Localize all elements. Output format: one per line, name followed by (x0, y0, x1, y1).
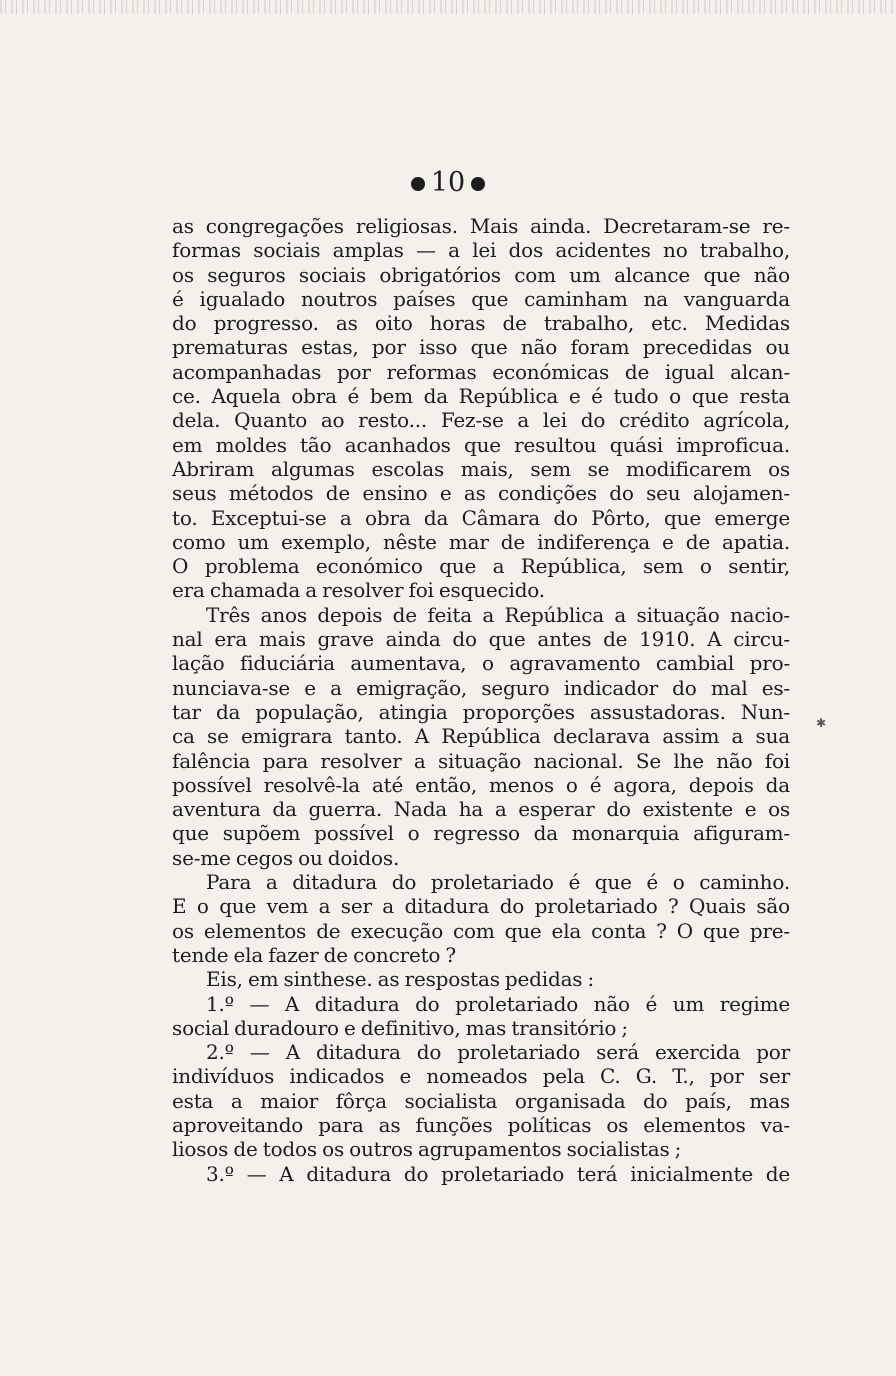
scan-noise (0, 0, 896, 14)
text-line: E o que vem a ser a ditadura do proletariado ? Quais são (172, 894, 790, 919)
page-number-text: 10 (430, 167, 466, 198)
text-line: formas sociais amplas — a lei dos acidentes no trabalho, (172, 238, 790, 263)
text-line: 1.º — A ditadura do proletariado não é um regime (206, 991, 790, 1016)
text-line: prematuras estas, por isso que não foram precedidas ou (172, 335, 790, 360)
bullet-icon (471, 177, 485, 191)
text-line: aventura da guerra. Nada ha a esperar do existente e os (172, 797, 790, 822)
text-line: os seguros sociais obrigatórios com um alcance que não (172, 262, 790, 287)
text-line: indivíduos indicados e nomeados pela C. G. T., por ser (172, 1064, 790, 1089)
text-line: 2.º — A ditadura do proletariado será exercida por (206, 1040, 790, 1065)
text-line: nal era mais grave ainda do que antes de 1910. A circu- (172, 627, 790, 652)
text-line: lação fiduciária aumentava, o agravamento cambial pro- (172, 651, 790, 676)
text-line: do progresso. as oito horas de trabalho, etc. Medidas (172, 311, 790, 336)
bullet-icon (411, 177, 425, 191)
text-line: to. Exceptui-se a obra da Câmara do Pôrto, que emerge (172, 505, 790, 530)
text-line: Abriram algumas escolas mais, sem se modificarem os (172, 456, 790, 481)
text-line: nunciava-se e a emigração, seguro indicador do mal es- (172, 675, 790, 700)
body-text (172, 214, 790, 1186)
text-line: ca se emigrara tanto. A República declarava assim a sua (172, 724, 790, 749)
text-line: tar da população, atingia proporções assustadoras. Nun- (172, 699, 790, 724)
text-line: 3.º — A ditadura do proletariado terá inicialmente de (206, 1161, 790, 1186)
text-line: dela. Quanto ao resto... Fez-se a lei do crédito agrícola, (172, 408, 790, 433)
text-line: tende ela fazer de concreto ? (172, 942, 456, 967)
text-line: falência para resolver a situação nacional. Se lhe não foi (172, 748, 790, 773)
text-line: em moldes tão acanhados que resultou quási improficua. (172, 432, 790, 457)
text-line: social duradouro e definitivo, mas transitório ; (172, 1015, 628, 1040)
text-line: aproveitando para as funções políticas os elementos va- (172, 1112, 790, 1137)
text-line: se-me cegos ou doidos. (172, 845, 400, 870)
text-line: é igualado noutros países que caminham na vanguarda (172, 286, 790, 311)
text-line: acompanhadas por reformas económicas de igual alcan- (172, 359, 790, 384)
text-line: como um exemplo, nêste mar de indiferença e de apatia. (172, 529, 790, 554)
text-line: possível resolvê-la até então, menos o é agora, depois da (172, 772, 790, 797)
text-line: ce. Aquela obra é bem da República e é tudo o que resta (172, 384, 790, 409)
text-line: esta a maior fôrça socialista organisada do país, mas (172, 1088, 790, 1113)
text-line: O problema económico que a República, sem o sentir, (172, 554, 790, 579)
text-line: seus métodos de ensino e as condições do seu alojamen- (172, 481, 790, 506)
text-line: liosos de todos os outros agrupamentos socialistas ; (172, 1137, 682, 1162)
text-line: os elementos de execução com que ela conta ? O que pre- (172, 918, 790, 943)
text-line: era chamada a resolver foi esquecido. (172, 578, 545, 603)
text-line: as congregações religiosas. Mais ainda. Decretaram-se re- (172, 214, 790, 238)
text-line: Para a ditadura do proletariado é que é o caminho. (206, 870, 790, 895)
scan-speck-icon: ✱ (815, 716, 826, 730)
text-line: Três anos depois de feita a República a situação nacio- (206, 602, 790, 627)
text-line: Eis, em sinthese. as respostas pedidas : (206, 967, 595, 992)
page-number (0, 166, 896, 200)
text-line: que supõem possível o regresso da monarquia afiguram- (172, 821, 790, 846)
